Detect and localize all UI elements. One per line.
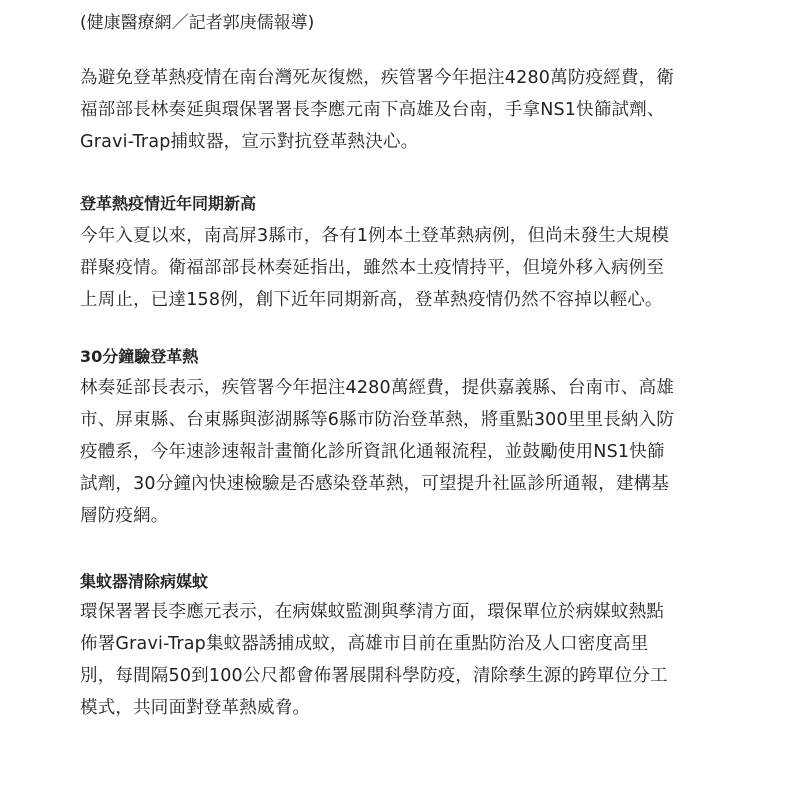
section-paragraph [80,220,780,316]
section-paragraph [80,596,780,724]
paragraph-line: Gravi-Trap捕蚊器，宣示對抗登革熱決心。 [80,132,419,152]
section-heading: 30分鐘驗登革熱 [80,347,199,366]
paragraph-line: 環保署署長李應元表示，在病媒蚊監測與孳清方面，環保單位於病媒蚊熱點 [80,602,665,622]
section-heading: 集蚊器清除病媒蚊 [80,572,209,591]
intro-paragraph [80,62,780,158]
paragraph-line: 今年入夏以來，南高屏3縣市，各有1例本土登革熱病例，但尚未發生大規模 [80,226,670,246]
paragraph-line: 佈署Gravi-Trap集蚊器誘捕成蚊，高雄市目前在重點防治及人口密度高里 [80,634,649,654]
paragraph-line: 模式，共同面對登革熱威脅。 [80,698,311,718]
byline: (健康醫療網／記者郭庚儒報導) [80,13,315,33]
paragraph-line: 上周止，已達158例，創下近年同期新高，登革熱疫情仍然不容掉以輕心。 [80,290,663,310]
paragraph-line: 市、屏東縣、台東縣與澎湖縣等6縣市防治登革熱，將重點300里里長納入防 [80,410,675,430]
paragraph-line: 為避免登革熱疫情在南台灣死灰復燃，疾管署今年挹注4280萬防疫經費，衛 [80,68,675,88]
paragraph-line: 林奏延部長表示，疾管署今年挹注4280萬經費，提供嘉義縣、台南市、高雄 [80,378,675,398]
paragraph-line: 別，每間隔50到100公尺都會佈署展開科學防疫，清除孳生源的跨單位分工 [80,666,668,686]
paragraph-line: 試劑，30分鐘內快速檢驗是否感染登革熱，可望提升社區診所通報，建構基 [80,474,670,494]
section-paragraph [80,372,780,532]
paragraph-line: 群聚疫情。衛福部部長林奏延指出，雖然本土疫情持平，但境外移入病例至 [80,258,665,278]
paragraph-line: 層防疫網。 [80,506,169,526]
paragraph-line: 疫體系，今年速診速報計畫簡化診所資訊化通報流程，並鼓勵使用NS1快篩 [80,442,665,462]
section-heading: 登革熱疫情近年同期新高 [80,194,257,213]
paragraph-line: 福部部長林奏延與環保署署長李應元南下高雄及台南，手拿NS1快篩試劑、 [80,100,665,120]
